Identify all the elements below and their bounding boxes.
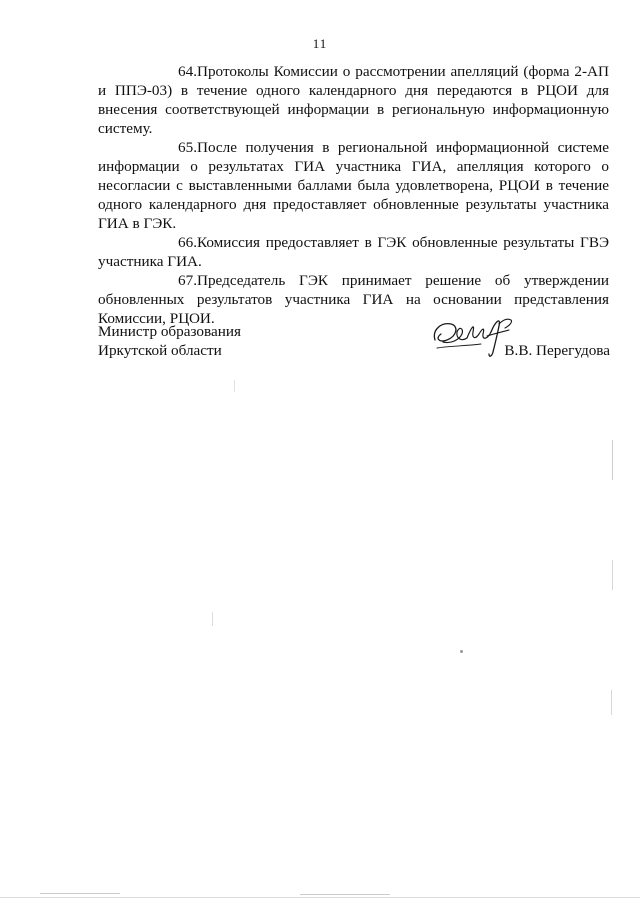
scan-artifact bbox=[612, 560, 613, 590]
paragraph-text: Председатель ГЭК принимает решение об утверждении обновленных результатов участника ГИА на основании представления Комиссии, РЦОИ. bbox=[98, 272, 609, 327]
paragraph-text: Протоколы Комиссии о рассмотрении апелляций (форма 2-АП и ППЭ-03) в течение одного календарного дня передаются в РЦОИ для внесения соответствующей информации в региональную информационную систему. bbox=[98, 63, 609, 137]
paragraph-66 bbox=[98, 233, 609, 271]
scan-artifact bbox=[300, 894, 390, 895]
signature-block bbox=[98, 322, 610, 364]
scan-artifact bbox=[0, 897, 640, 898]
document-body bbox=[98, 62, 609, 328]
scan-artifact bbox=[460, 650, 463, 653]
scan-artifact bbox=[234, 380, 235, 392]
position-line-2: Иркутской области bbox=[98, 342, 222, 359]
paragraph-number: 64. bbox=[178, 63, 197, 80]
position-line-1: Министр образования bbox=[98, 323, 241, 340]
paragraph-number: 67. bbox=[178, 272, 197, 289]
paragraph-number: 65. bbox=[178, 139, 197, 156]
paragraph-65 bbox=[98, 138, 609, 233]
paragraph-text: После получения в региональной информационной системе информации о результатах ГИА участника ГИА, апелляция которого о несогласии с выставленными баллами была удовлетворена, РЦОИ в течение одного календарного дня предоставляет обновленные результаты участника ГИА в ГЭК. bbox=[98, 139, 609, 232]
scan-artifact bbox=[40, 893, 120, 894]
scan-artifact bbox=[611, 690, 612, 715]
page-number: 11 bbox=[312, 36, 328, 51]
scan-artifact bbox=[212, 612, 213, 626]
paragraph-text: Комиссия предоставляет в ГЭК обновленные результаты ГВЭ участника ГИА. bbox=[98, 234, 609, 270]
paragraph-64 bbox=[98, 62, 609, 138]
handwritten-signature bbox=[429, 310, 515, 364]
paragraph-67 bbox=[98, 271, 609, 328]
paragraph-number: 66. bbox=[178, 234, 197, 251]
scan-artifact bbox=[612, 440, 613, 480]
signatory-name: В.В. Перегудова bbox=[504, 342, 610, 359]
